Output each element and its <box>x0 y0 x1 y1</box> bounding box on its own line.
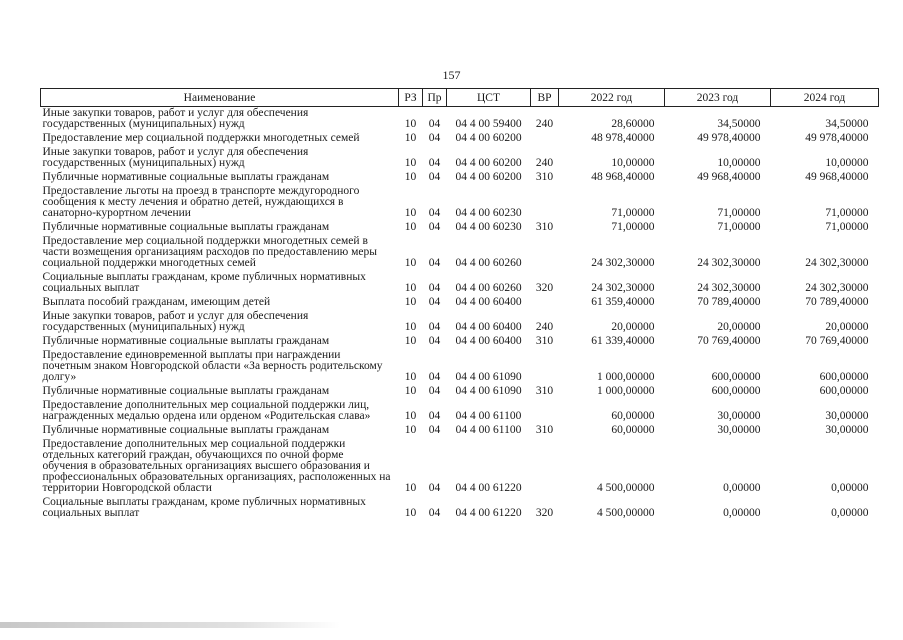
cell-name: Социальные выплаты гражданам, кроме публичных нормативных социальных выплат <box>42 271 366 294</box>
cell-y2023: 20,00000 <box>717 321 761 333</box>
cell-pr: 04 <box>428 321 441 333</box>
cell-cst: 04 4 00 60200 <box>455 171 522 183</box>
cell-y2024: 0,00000 <box>831 482 869 494</box>
cell-vr <box>531 399 559 424</box>
cell-name: Публичные нормативные социальные выплаты гражданам <box>42 385 330 397</box>
cell-pr: 04 <box>428 207 441 219</box>
cell-cst: 04 4 00 60260 <box>455 257 522 269</box>
cell-cst: 04 4 00 60230 <box>455 207 522 219</box>
cell-vr: 310 <box>535 335 554 347</box>
cell-y2024: 71,00000 <box>825 207 869 219</box>
cell-vr: 320 <box>535 507 554 519</box>
cell-vr <box>531 438 559 496</box>
cell-y2022: 24 302,30000 <box>591 282 655 294</box>
cell-y2024: 24 302,30000 <box>805 257 869 269</box>
cell-pr: 04 <box>428 371 441 383</box>
cell-name: Выплата пособий гражданам, имеющим детей <box>42 296 271 308</box>
cell-y2024: 600,00000 <box>819 371 869 383</box>
cell-rz: 10 <box>404 424 417 436</box>
cell-vr: 240 <box>535 157 554 169</box>
cell-name: Предоставление единовременной выплаты при награждении почетным знаком Новгородской области «За верность родительскому долгу» <box>42 349 383 383</box>
cell-name: Публичные нормативные социальные выплаты гражданам <box>42 424 330 436</box>
cell-vr: 310 <box>535 221 554 233</box>
header-name: Наименование <box>41 89 399 107</box>
table-row <box>41 146 879 171</box>
cell-name: Предоставление льготы на проезд в транспорте междугородного сообщения к месту лечения и обратно детей, нуждающихся в санаторно-курортном лечении <box>42 185 360 219</box>
cell-y2023: 30,00000 <box>717 410 761 422</box>
cell-y2023: 70 789,40000 <box>697 296 761 308</box>
budget-table <box>40 88 879 521</box>
table-row <box>41 496 879 521</box>
cell-y2024: 10,00000 <box>825 157 869 169</box>
cell-vr: 310 <box>535 171 554 183</box>
cell-pr: 04 <box>428 507 441 519</box>
cell-cst: 04 4 00 60400 <box>455 321 522 333</box>
cell-y2024: 30,00000 <box>825 424 869 436</box>
table-row <box>41 385 879 399</box>
cell-y2023: 24 302,30000 <box>697 282 761 294</box>
table-row <box>41 424 879 438</box>
cell-vr: 240 <box>535 321 554 333</box>
cell-y2022: 61 359,40000 <box>591 296 655 308</box>
table-body <box>41 107 879 522</box>
cell-cst: 04 4 00 60400 <box>455 335 522 347</box>
cell-pr: 04 <box>428 385 441 397</box>
cell-y2023: 10,00000 <box>717 157 761 169</box>
cell-y2024: 71,00000 <box>825 221 869 233</box>
cell-pr: 04 <box>428 257 441 269</box>
budget-table-sheet <box>40 88 878 521</box>
table-row <box>41 235 879 271</box>
cell-y2022: 10,00000 <box>611 157 655 169</box>
cell-y2023: 30,00000 <box>717 424 761 436</box>
cell-y2022: 48 978,40000 <box>591 132 655 144</box>
cell-y2024: 49 978,40000 <box>805 132 869 144</box>
cell-y2023: 49 978,40000 <box>697 132 761 144</box>
cell-name: Социальные выплаты гражданам, кроме публичных нормативных социальных выплат <box>42 496 366 519</box>
cell-name: Публичные нормативные социальные выплаты гражданам <box>42 221 330 233</box>
header-2022: 2022 год <box>559 89 665 107</box>
cell-y2023: 71,00000 <box>717 221 761 233</box>
cell-y2023: 70 769,40000 <box>697 335 761 347</box>
cell-rz: 10 <box>404 207 417 219</box>
cell-y2024: 49 968,40000 <box>805 171 869 183</box>
cell-cst: 04 4 00 61220 <box>455 482 522 494</box>
cell-rz: 10 <box>404 410 417 422</box>
cell-y2022: 60,00000 <box>611 410 655 422</box>
cell-cst: 04 4 00 61090 <box>455 371 522 383</box>
cell-y2023: 0,00000 <box>723 482 761 494</box>
cell-rz: 10 <box>404 257 417 269</box>
table-header-row <box>41 89 879 107</box>
cell-cst: 04 4 00 61220 <box>455 507 522 519</box>
cell-y2023: 24 302,30000 <box>697 257 761 269</box>
cell-y2024: 24 302,30000 <box>805 282 869 294</box>
cell-rz: 10 <box>404 118 417 130</box>
cell-vr: 310 <box>535 424 554 436</box>
header-pr: Пр <box>423 89 447 107</box>
cell-pr: 04 <box>428 171 441 183</box>
cell-y2024: 600,00000 <box>819 385 869 397</box>
scan-edge-shadow <box>0 622 340 628</box>
cell-vr: 320 <box>535 282 554 294</box>
table-row <box>41 171 879 185</box>
cell-y2022: 61 339,40000 <box>591 335 655 347</box>
table-row <box>41 296 879 310</box>
cell-y2022: 24 302,30000 <box>591 257 655 269</box>
cell-y2023: 49 968,40000 <box>697 171 761 183</box>
cell-cst: 04 4 00 59400 <box>455 118 522 130</box>
cell-y2023: 600,00000 <box>711 385 761 397</box>
cell-vr <box>531 185 559 221</box>
cell-cst: 04 4 00 61100 <box>455 410 522 422</box>
cell-rz: 10 <box>404 321 417 333</box>
cell-name: Предоставление мер социальной поддержки многодетных семей в части возмещения организациям расходов по предоставлению меры социальной поддержки многодетных семей <box>42 235 377 269</box>
cell-y2022: 28,60000 <box>611 118 655 130</box>
cell-y2022: 4 500,00000 <box>597 482 655 494</box>
cell-pr: 04 <box>428 118 441 130</box>
cell-pr: 04 <box>428 132 441 144</box>
cell-pr: 04 <box>428 482 441 494</box>
cell-pr: 04 <box>428 335 441 347</box>
cell-y2022: 71,00000 <box>611 221 655 233</box>
cell-y2024: 34,50000 <box>825 118 869 130</box>
cell-y2024: 70 789,40000 <box>805 296 869 308</box>
cell-y2023: 600,00000 <box>711 371 761 383</box>
cell-rz: 10 <box>404 507 417 519</box>
table-row <box>41 335 879 349</box>
cell-pr: 04 <box>428 410 441 422</box>
cell-vr <box>531 349 559 385</box>
table-row <box>41 438 879 496</box>
page-number: 157 <box>442 68 461 82</box>
cell-rz: 10 <box>404 482 417 494</box>
cell-y2022: 20,00000 <box>611 321 655 333</box>
cell-rz: 10 <box>404 335 417 347</box>
table-row <box>41 132 879 146</box>
cell-y2023: 0,00000 <box>723 507 761 519</box>
cell-rz: 10 <box>404 157 417 169</box>
cell-y2024: 70 769,40000 <box>805 335 869 347</box>
cell-y2022: 1 000,00000 <box>597 371 655 383</box>
table-row <box>41 399 879 424</box>
cell-cst: 04 4 00 61090 <box>455 385 522 397</box>
header-cst: ЦСТ <box>447 89 531 107</box>
header-rz: РЗ <box>399 89 423 107</box>
cell-y2024: 30,00000 <box>825 410 869 422</box>
cell-y2023: 71,00000 <box>717 207 761 219</box>
header-2024: 2024 год <box>771 89 879 107</box>
cell-name: Иные закупки товаров, работ и услуг для обеспечения государственных (муниципальных) нужд <box>42 310 309 333</box>
cell-cst: 04 4 00 60400 <box>455 296 522 308</box>
cell-name: Публичные нормативные социальные выплаты гражданам <box>42 335 330 347</box>
cell-name: Предоставление дополнительных мер социальной поддержки отдельных категорий граждан, обучающихся по очной форме обучения в образовательных организациях высшего образования и профессиональных образовательных организациях, расположенных на территории Новгородской области <box>42 438 391 494</box>
cell-y2022: 4 500,00000 <box>597 507 655 519</box>
table-row <box>41 271 879 296</box>
cell-cst: 04 4 00 61100 <box>455 424 522 436</box>
cell-name: Публичные нормативные социальные выплаты гражданам <box>42 171 330 183</box>
header-vr: ВР <box>531 89 559 107</box>
cell-y2022: 48 968,40000 <box>591 171 655 183</box>
table-row <box>41 107 879 133</box>
cell-vr: 240 <box>535 118 554 130</box>
cell-rz: 10 <box>404 296 417 308</box>
cell-vr <box>531 296 559 310</box>
cell-rz: 10 <box>404 282 417 294</box>
table-row <box>41 185 879 221</box>
cell-name: Иные закупки товаров, работ и услуг для обеспечения государственных (муниципальных) нужд <box>42 146 309 169</box>
cell-y2024: 0,00000 <box>831 507 869 519</box>
cell-pr: 04 <box>428 157 441 169</box>
cell-y2022: 60,00000 <box>611 424 655 436</box>
cell-rz: 10 <box>404 221 417 233</box>
cell-rz: 10 <box>404 385 417 397</box>
cell-name: Предоставление дополнительных мер социальной поддержки лиц, награжденных медалью ордена или орденом «Родительская слава» <box>42 399 371 422</box>
cell-vr <box>531 132 559 146</box>
cell-cst: 04 4 00 60260 <box>455 282 522 294</box>
cell-rz: 10 <box>404 171 417 183</box>
cell-pr: 04 <box>428 296 441 308</box>
cell-y2024: 20,00000 <box>825 321 869 333</box>
cell-rz: 10 <box>404 132 417 144</box>
cell-vr: 310 <box>535 385 554 397</box>
header-2023: 2023 год <box>665 89 771 107</box>
table-row <box>41 349 879 385</box>
table-row <box>41 310 879 335</box>
cell-rz: 10 <box>404 371 417 383</box>
table-row <box>41 221 879 235</box>
cell-name: Иные закупки товаров, работ и услуг для обеспечения государственных (муниципальных) нужд <box>42 107 309 130</box>
cell-pr: 04 <box>428 424 441 436</box>
cell-y2023: 34,50000 <box>717 118 761 130</box>
cell-name: Предоставление мер социальной поддержки многодетных семей <box>42 132 360 144</box>
cell-cst: 04 4 00 60200 <box>455 132 522 144</box>
cell-pr: 04 <box>428 282 441 294</box>
cell-pr: 04 <box>428 221 441 233</box>
cell-cst: 04 4 00 60200 <box>455 157 522 169</box>
cell-y2022: 71,00000 <box>611 207 655 219</box>
cell-y2022: 1 000,00000 <box>597 385 655 397</box>
cell-cst: 04 4 00 60230 <box>455 221 522 233</box>
cell-vr <box>531 235 559 271</box>
